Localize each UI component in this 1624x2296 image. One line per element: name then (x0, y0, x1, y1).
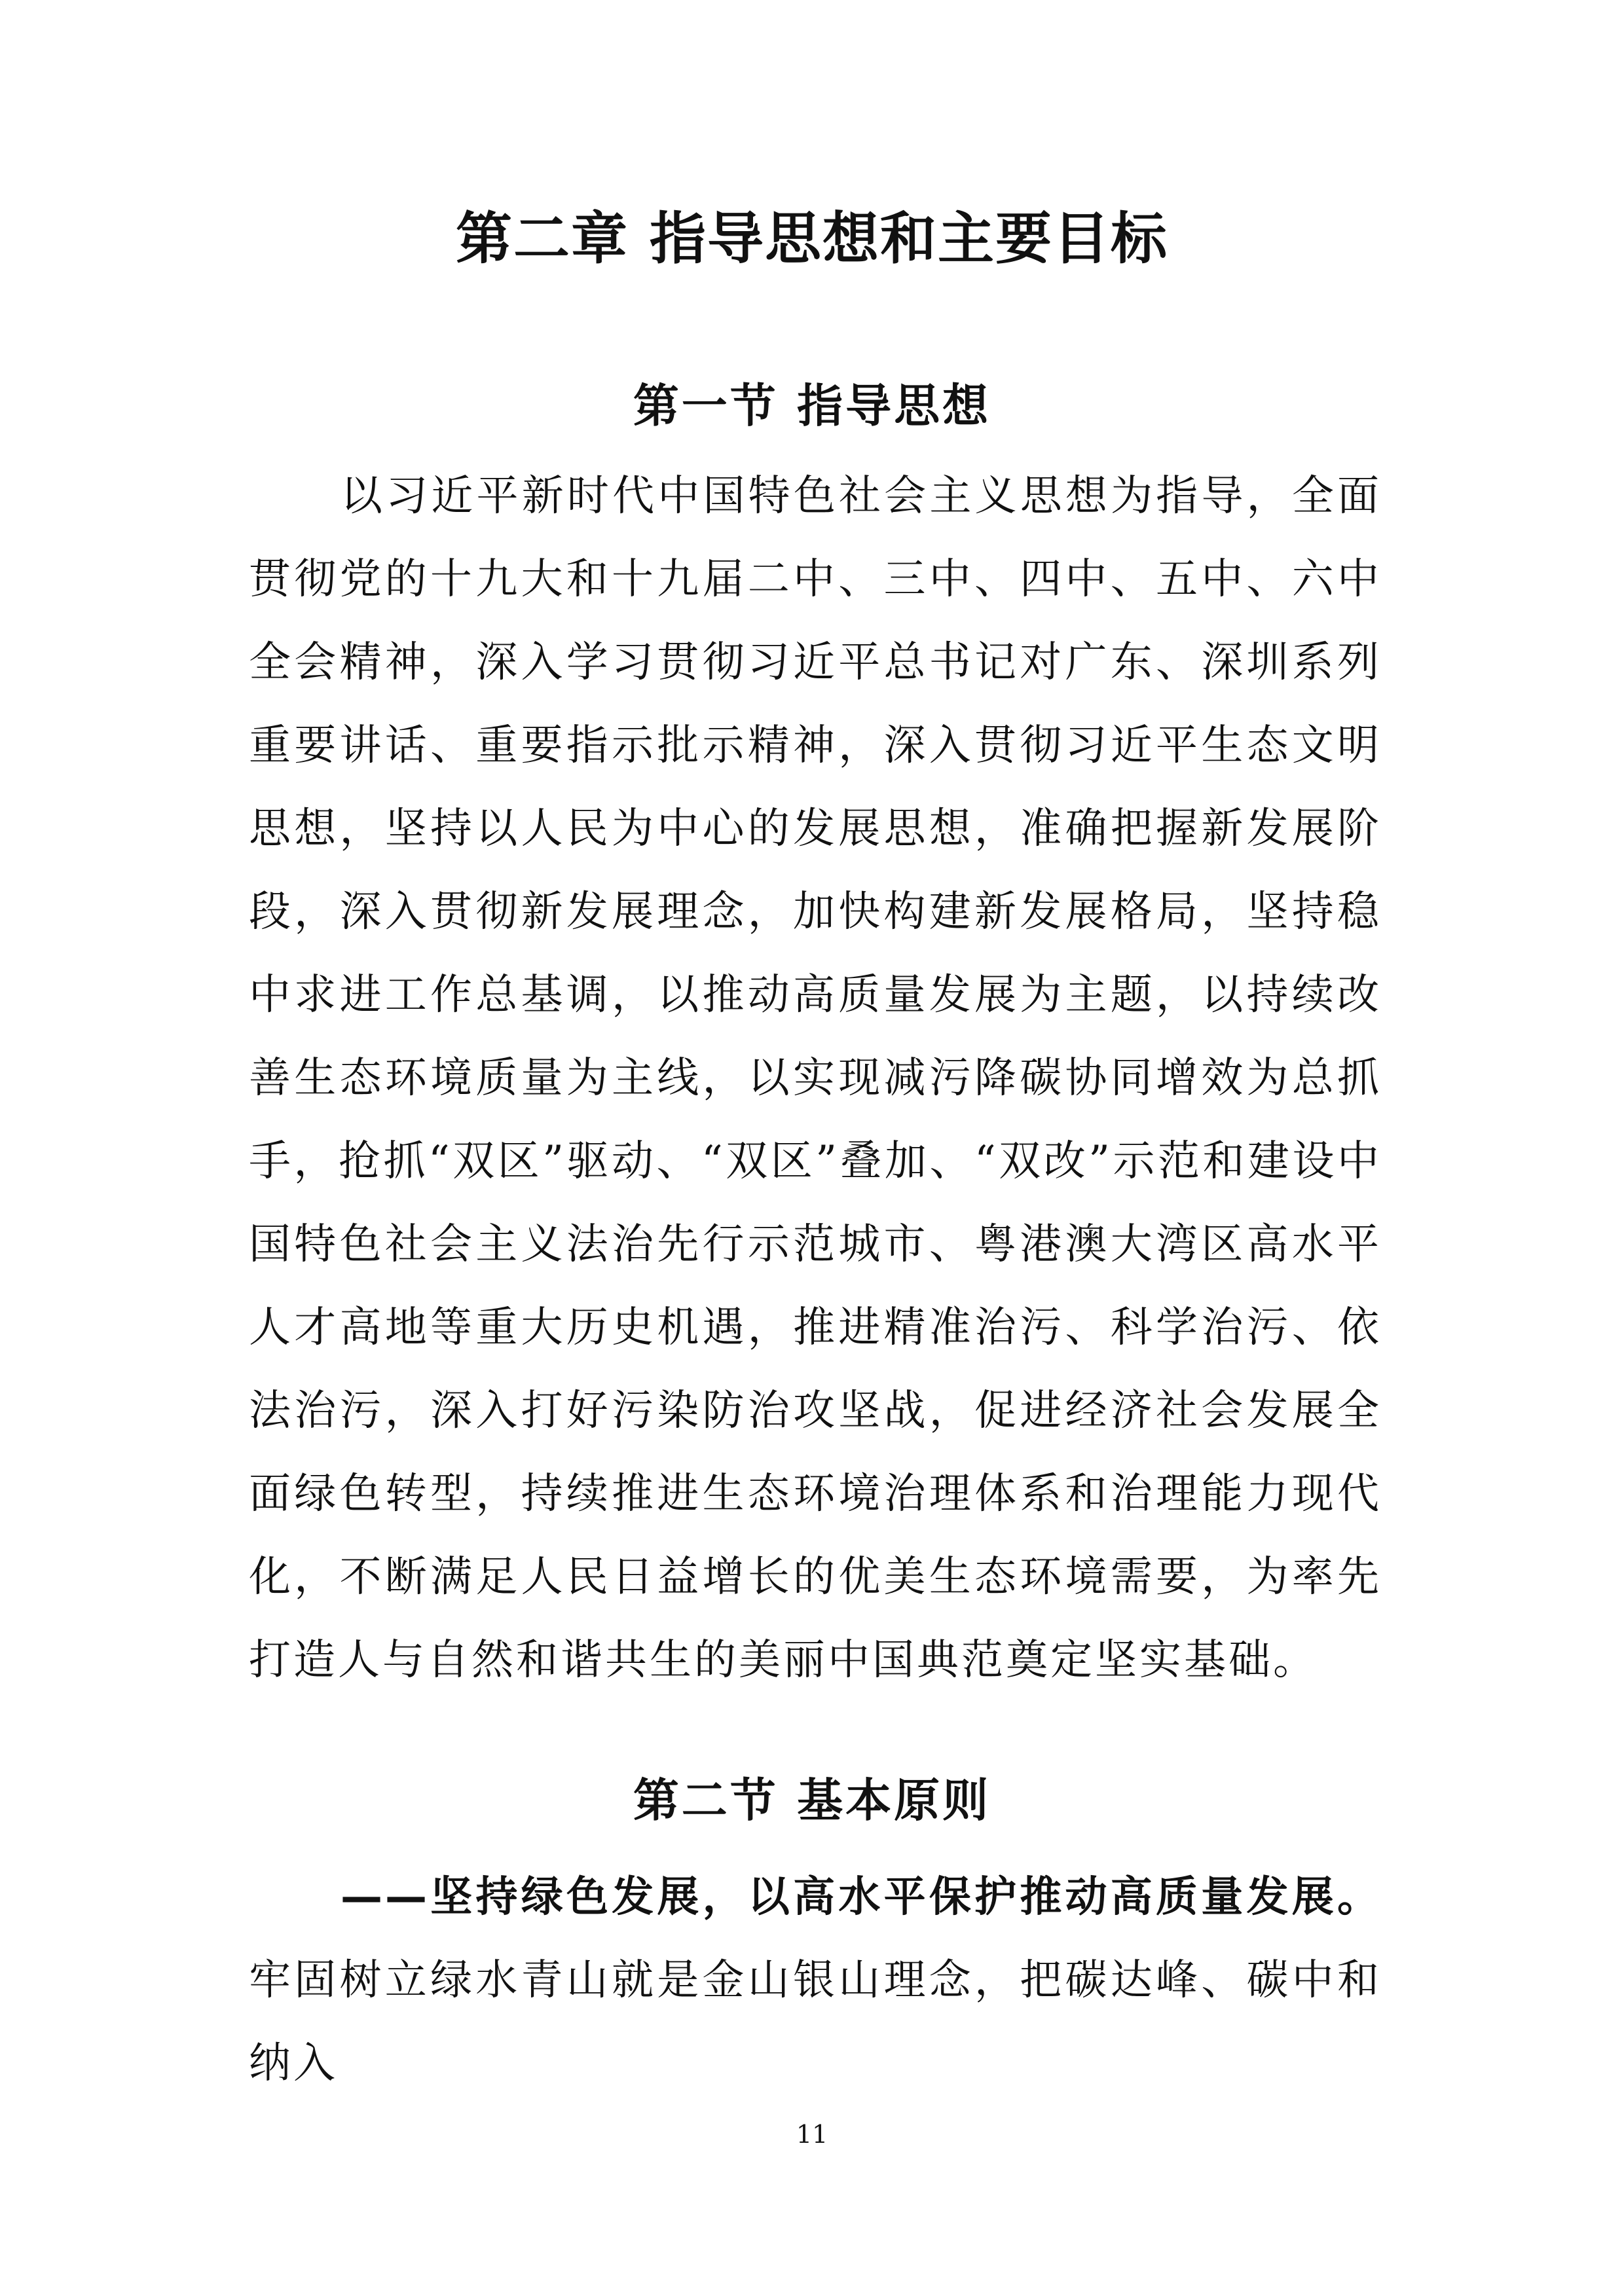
guiding-ideology-paragraph: 以习近平新时代中国特色社会主义思想为指导，全面贯彻党的十九大和十九届二中、三中、四中、五中、六中全会精神，深入学习贯彻习近平总书记对广东、深圳系列重要讲话、重要指示批示精神，深入贯彻习近平生态文明思想，坚持以人民为中心的发展思想，准确把握新发展阶段，深入贯彻新发展理念，加快构建新发展格局，坚持稳中求进工作总基调，以推动高质量发展为主题，以持续改善生态环境质量为主线，以实现减污降碳协同增效为总抓手，抢抓“双区”驱动、“双区”叠加、“双改”示范和建设中国特色社会主义法治先行示范城市、粤港澳大湾区高水平人才高地等重大历史机遇，推进精准治污、科学治污、依法治污，深入打好污染防治攻坚战，促进经济社会发展全面绿色转型，持续推进生态环境治理体系和治理能力现代化，不断满足人民日益增长的优美生态环境需要，为率先打造人与自然和谐共生的美丽中国典范奠定坚实基础。 (249, 472, 1382, 1685)
page-number: 11 (796, 2120, 828, 2149)
basic-principles-paragraph (249, 1856, 1382, 2105)
chapter-title: 第二章 指导思想和主要目标 (456, 206, 1168, 272)
section-title-guiding-ideology: 第一节 指导思想 (633, 378, 991, 433)
section-title-basic-principles: 第二节 基本原则 (633, 1773, 991, 1827)
principle-lead-heading: ——坚持绿色发展，以高水平保护推动高质量发展。 (341, 1873, 1382, 1922)
principle-body-text: 牢固树立绿水青山就是金山银山理念，把碳达峰、碳中和纳入 (249, 1956, 1382, 2088)
